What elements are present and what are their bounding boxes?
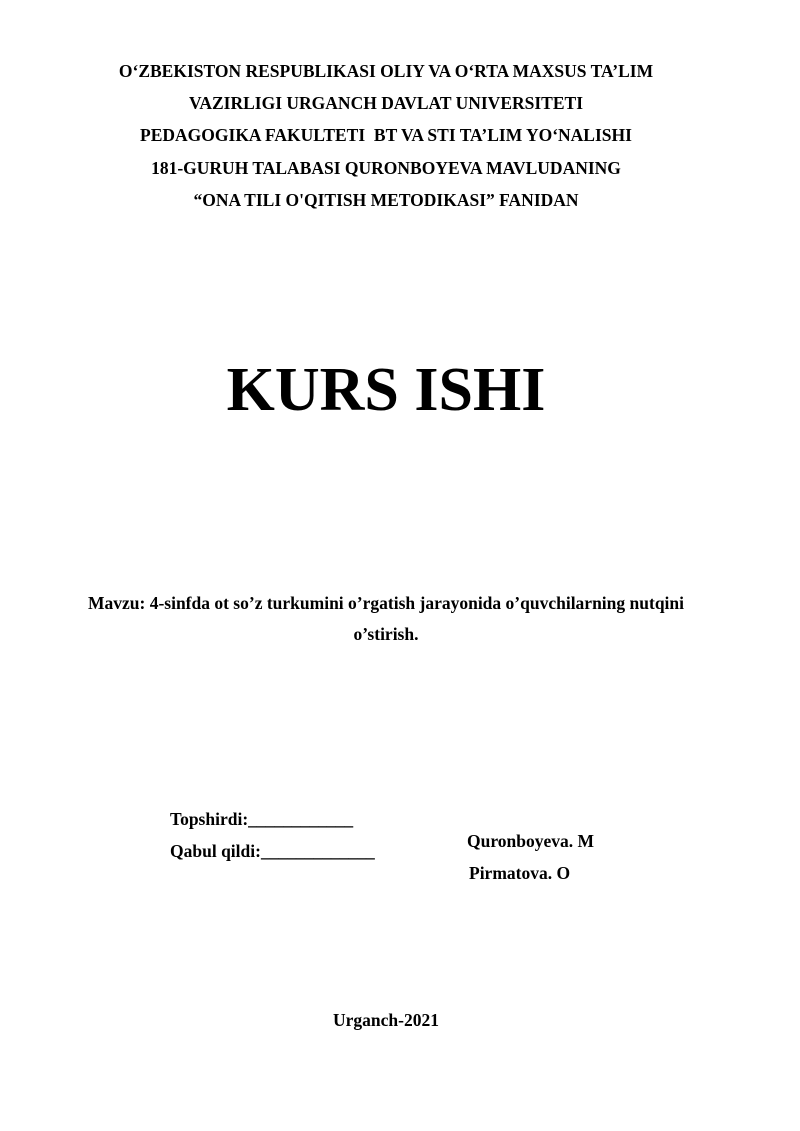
header-line-ministry: O‘ZBEKISTON RESPUBLIKASI OLIY VA O‘RTA MAXSUS TA’LIM xyxy=(118,61,654,81)
accepted-name: Pirmatova. O xyxy=(469,863,571,883)
submitted-name: Quronboyeva. M xyxy=(467,831,595,851)
topic-block xyxy=(0,588,772,650)
topic-line-2: o’stirish. xyxy=(353,624,419,644)
topic-line-1: Mavzu: 4-sinfda ot so’z turkumini o’rgatish jarayonida o’quvchilarning nutqini xyxy=(87,593,685,613)
accepted-label: Qabul qildi:_____________ xyxy=(170,841,375,861)
header-line-university: VAZIRLIGI URGANCH DAVLAT UNIVERSITETI xyxy=(188,93,583,114)
header-line-faculty: PEDAGOGIKA FAKULTETI BT VA STI TA’LIM YO‘NALISHI xyxy=(140,125,632,146)
header-line-subject: “ONA TILI O'QITISH METODIKASI” FANIDAN xyxy=(193,189,579,210)
document-header xyxy=(0,55,772,216)
submitted-label: Topshirdi:____________ xyxy=(170,809,354,829)
document-title: KURS ISHI xyxy=(226,356,546,424)
header-line-student: 181-GURUH TALABASI QURONBOYEVA MAVLUDANING xyxy=(151,157,621,178)
document-footer: Urganch-2021 xyxy=(333,1010,439,1030)
